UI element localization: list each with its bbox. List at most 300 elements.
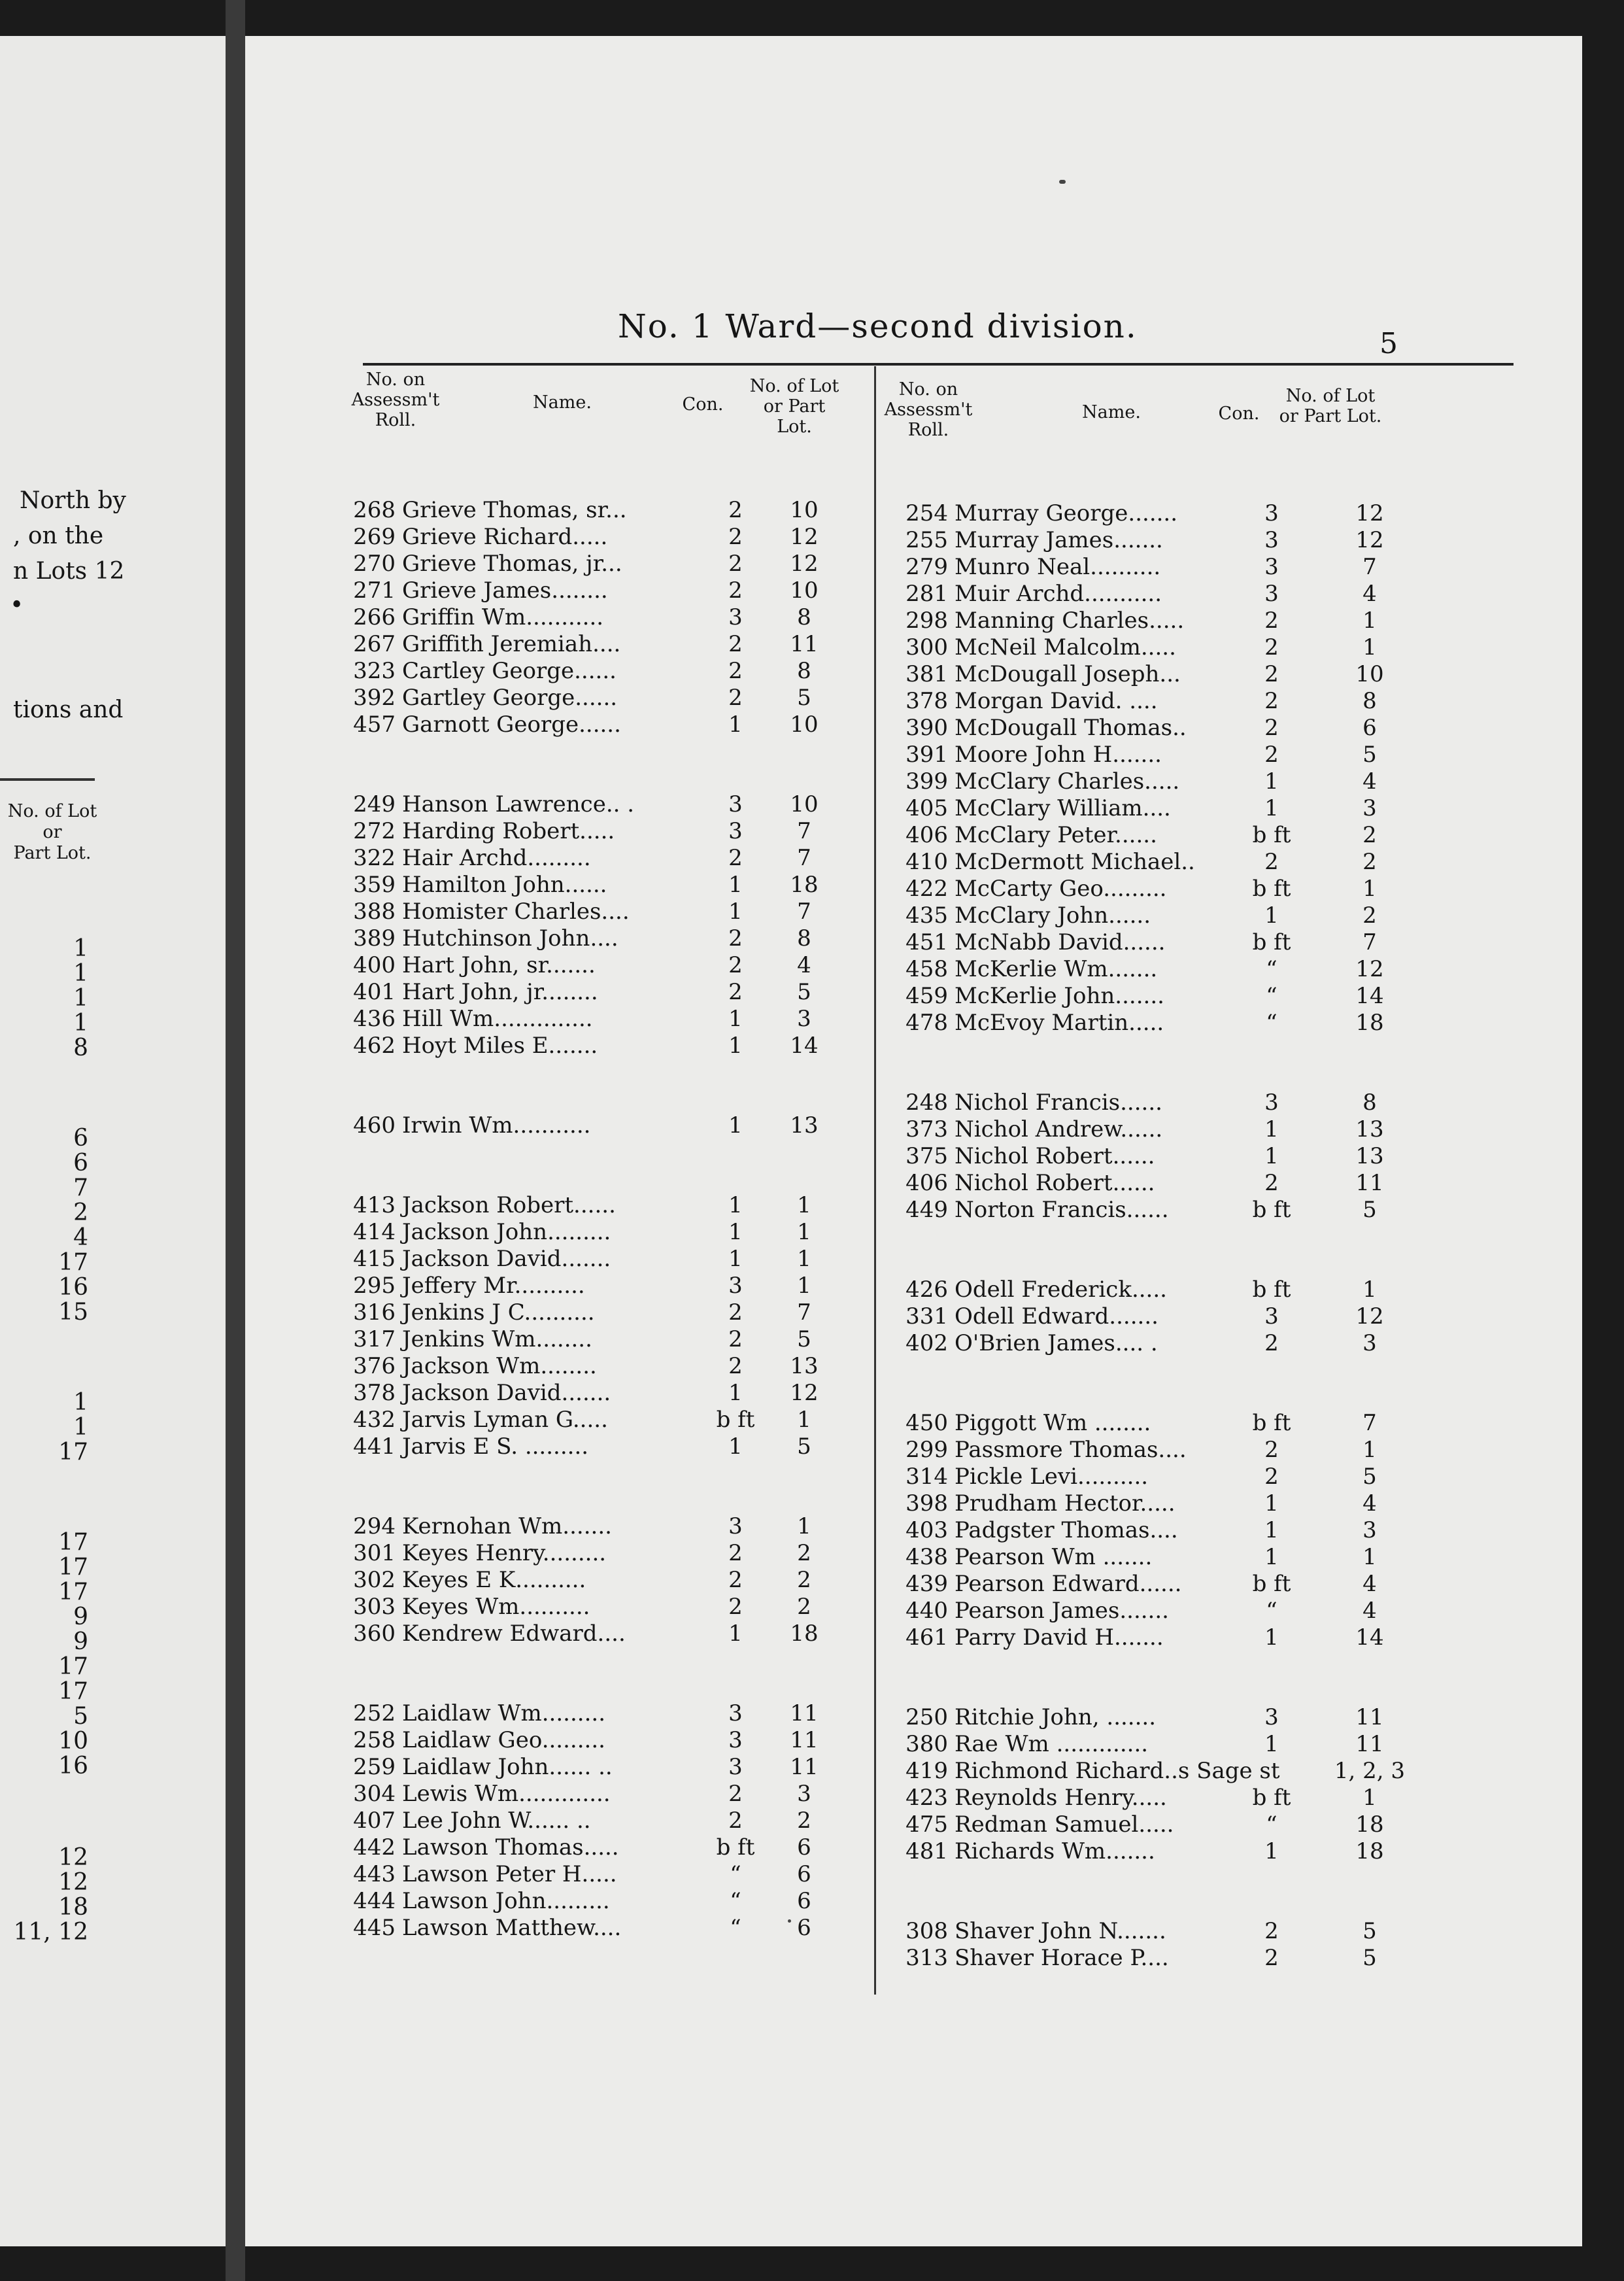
lot-number: 12 [1355, 1303, 1384, 1329]
entry-name: Lawson Matthew.... [402, 1915, 622, 1941]
roll-number: 381 [905, 661, 948, 687]
roll-entry [343, 1621, 866, 1647]
concession: 1 [1264, 1731, 1279, 1757]
lot-number: 6 [797, 1861, 811, 1887]
entry-name: McNeil Malcolm..... [955, 634, 1176, 660]
entry-name: Parry David H....... [955, 1624, 1164, 1651]
roll-number: 392 [353, 685, 396, 711]
roll-number: 270 [353, 551, 396, 577]
roll-number: 375 [905, 1143, 948, 1169]
lot-number: 1 [1362, 876, 1377, 902]
fragment-lot-value: 2 [73, 1199, 88, 1226]
roll-number: 406 [905, 1170, 948, 1196]
concession: 1 [728, 1192, 743, 1218]
roll-number: 398 [905, 1490, 948, 1517]
concession: 2 [728, 1808, 743, 1834]
entry-name: Laidlaw Geo......... [402, 1727, 605, 1753]
roll-number: 475 [905, 1811, 948, 1838]
roll-number: 322 [353, 845, 396, 871]
roll-number: 304 [353, 1781, 396, 1807]
entry-name: Odell Edward....... [955, 1303, 1159, 1329]
fragment-lot-value: 11, 12 [13, 1919, 88, 1946]
fragment-lot-value: 17 [58, 1439, 88, 1466]
entry-name: Nichol Francis...... [955, 1089, 1162, 1116]
roll-number: 255 [905, 527, 948, 553]
concession: 1 [728, 899, 743, 925]
concession: 3 [728, 1700, 743, 1726]
entry-name: Hair Archd......... [402, 845, 591, 871]
lot-number: 10 [790, 577, 819, 604]
concession: “ [1266, 983, 1277, 1009]
concession: 3 [728, 1513, 743, 1539]
roll-number: 281 [905, 581, 948, 607]
entry-name: McClary Charles..... [955, 768, 1180, 795]
lot-number: 1 [797, 1192, 811, 1218]
concession: 1 [728, 1380, 743, 1406]
concession: 2 [1264, 1330, 1279, 1356]
fragment-header-line: Part Lot. [13, 843, 92, 863]
roll-number: 267 [353, 631, 396, 657]
concession: 3 [1264, 554, 1279, 580]
roll-number: 295 [353, 1273, 396, 1299]
lot-number: 1 [797, 1407, 811, 1433]
concession: 3 [1264, 527, 1279, 553]
fragment-lot-value: 12 [58, 1869, 88, 1896]
lot-number: 7 [1362, 1410, 1377, 1436]
roll-number: 460 [353, 1112, 396, 1139]
concession: 2 [728, 845, 743, 871]
entry-name: McCarty Geo......... [955, 876, 1167, 902]
fragment-lot-value: 5 [73, 1703, 88, 1730]
fragment-lot-value: 17 [58, 1529, 88, 1556]
roll-entry [883, 876, 1536, 902]
entry-name: Richards Wm....... [955, 1838, 1155, 1864]
concession: 2 [728, 1540, 743, 1566]
page-number: 5 [1379, 327, 1398, 360]
concession: b ft [1252, 876, 1291, 902]
entry-name: O'Brien James.... . [955, 1330, 1158, 1356]
entry-name: Nichol Andrew...... [955, 1116, 1163, 1142]
concession: 1 [1264, 1544, 1279, 1570]
roll-entry [883, 554, 1536, 580]
concession: 3 [728, 1273, 743, 1299]
entry-name: Keyes E K.......... [402, 1567, 586, 1593]
entry-name: Shaver John N....... [955, 1918, 1166, 1944]
roll-number: 426 [905, 1277, 948, 1303]
fragment-lot-value: 12 [58, 1844, 88, 1871]
entry-name: Hart John, sr....... [402, 952, 596, 978]
fragment-lot-value: 17 [58, 1678, 88, 1705]
lot-number: 5 [797, 685, 811, 711]
lot-number: 11 [1355, 1704, 1384, 1730]
concession: 2 [728, 979, 743, 1005]
roll-entry [343, 551, 866, 577]
concession: 3 [728, 604, 743, 630]
roll-entry [343, 604, 866, 630]
entry-name: Jenkins Wm........ [402, 1326, 592, 1352]
entry-name: McDermott Michael.. [955, 849, 1195, 875]
lot-number: 12 [790, 524, 819, 550]
concession: “ [1266, 1811, 1277, 1838]
concession: 2 [728, 631, 743, 657]
roll-entry [343, 1915, 866, 1941]
roll-entry [343, 1246, 866, 1272]
roll-entry [343, 1513, 866, 1539]
concession: 1 [1264, 1490, 1279, 1517]
entry-name: Moore John H....... [955, 742, 1162, 768]
fragment-lot-value: 6 [73, 1125, 88, 1152]
roll-entry [883, 1544, 1536, 1570]
lot-number: 13 [1355, 1116, 1384, 1142]
roll-number: 279 [905, 554, 948, 580]
concession: 2 [728, 1353, 743, 1379]
lot-number: 12 [1355, 500, 1384, 526]
fragment-lot-value: 8 [73, 1035, 88, 1061]
entry-name: Hamilton John...... [402, 872, 607, 898]
roll-number: 443 [353, 1861, 396, 1887]
fragment-line-3: n Lots 12 [13, 558, 125, 585]
concession: “ [1266, 956, 1277, 982]
header-rule [363, 363, 1514, 366]
roll-entry [343, 872, 866, 898]
roll-number: 457 [353, 712, 396, 738]
roll-number: 259 [353, 1754, 396, 1780]
entry-name: Grieve Thomas, sr... [402, 497, 627, 523]
concession: 2 [1264, 634, 1279, 660]
entry-name: Morgan David. .... [955, 688, 1158, 714]
lot-number: 11 [1355, 1170, 1384, 1196]
concession: 2 [728, 551, 743, 577]
fragment-lot-value: 1 [73, 1414, 88, 1441]
roll-number: 268 [353, 497, 396, 523]
lot-number: 5 [797, 1433, 811, 1460]
concession: 2 [1264, 742, 1279, 768]
entry-name: Lee John W...... .. [402, 1808, 591, 1834]
concession: 2 [1264, 661, 1279, 687]
roll-number: 376 [353, 1353, 396, 1379]
lot-number: 5 [797, 1326, 811, 1352]
roll-number: 359 [353, 872, 396, 898]
roll-number: 444 [353, 1888, 396, 1914]
lot-number: 5 [797, 979, 811, 1005]
entry-name: McClary Peter...... [955, 822, 1157, 848]
roll-entry [343, 577, 866, 604]
entry-name: Jackson David....... [402, 1380, 611, 1406]
fragment-lot-value: 10 [58, 1728, 88, 1755]
lot-number: 3 [797, 1781, 811, 1807]
lot-number: 12 [1355, 527, 1384, 553]
concession: 2 [1264, 608, 1279, 634]
entry-name: Nichol Robert...... [955, 1143, 1155, 1169]
lot-number: 4 [797, 952, 811, 978]
left-header-name: Name. [533, 392, 592, 413]
roll-number: 323 [353, 658, 396, 684]
entry-name: Redman Samuel..... [955, 1811, 1174, 1838]
lot-number: 18 [1355, 1811, 1384, 1838]
roll-entry [343, 1380, 866, 1406]
lot-number: 13 [790, 1353, 819, 1379]
roll-entry [343, 1273, 866, 1299]
roll-entry [343, 1112, 866, 1139]
roll-number: 380 [905, 1731, 948, 1757]
roll-number: 413 [353, 1192, 396, 1218]
right-header-con: Con. [1218, 403, 1260, 424]
concession: 2 [728, 524, 743, 550]
roll-entry [343, 1433, 866, 1460]
lot-number: 2 [797, 1808, 811, 1834]
fragment-lot-value: 15 [58, 1299, 88, 1326]
concession: b ft [1252, 929, 1291, 955]
roll-number: 331 [905, 1303, 948, 1329]
roll-entry [343, 1540, 866, 1566]
roll-entry [883, 1010, 1536, 1036]
entry-name: Cartley George...... [402, 658, 617, 684]
fragment-lot-value: 4 [73, 1224, 88, 1251]
entry-name: Laidlaw Wm......... [402, 1700, 605, 1726]
roll-number: 415 [353, 1246, 396, 1272]
concession: 2 [1264, 1918, 1279, 1944]
concession: 1 [728, 872, 743, 898]
concession: b ft [1252, 1571, 1291, 1597]
roll-number: 300 [905, 634, 948, 660]
roll-entry [883, 795, 1536, 821]
entry-name: McKerlie Wm....... [955, 956, 1158, 982]
roll-entry [343, 1700, 866, 1726]
roll-number: 266 [353, 604, 396, 630]
lot-number: 5 [1362, 1464, 1377, 1490]
roll-entry [343, 899, 866, 925]
right-header-name: Name. [1082, 402, 1141, 422]
entry-name: Jackson David....... [402, 1246, 611, 1272]
concession: 1 [728, 1033, 743, 1059]
left-header-lot: No. of Lot or Part Lot. [749, 376, 839, 437]
roll-entry [883, 1116, 1536, 1142]
lot-number: 14 [1355, 983, 1384, 1009]
roll-number: 445 [353, 1915, 396, 1941]
entry-name: McDougall Joseph... [955, 661, 1181, 687]
concession: 2 [1264, 715, 1279, 741]
roll-entry [343, 791, 866, 817]
roll-entry [883, 983, 1536, 1009]
lot-number: 4 [1362, 1598, 1377, 1624]
entry-name: Kendrew Edward.... [402, 1621, 626, 1647]
entry-name: Shaver Horace P.... [955, 1945, 1169, 1971]
entry-name: McDougall Thomas.. [955, 715, 1187, 741]
lot-number: 18 [1355, 1838, 1384, 1864]
entry-name: Jenkins J C.......... [402, 1299, 595, 1326]
entry-name: Muir Archd........... [955, 581, 1162, 607]
lot-number: 2 [797, 1540, 811, 1566]
roll-number: 308 [905, 1918, 948, 1944]
print-speck [1059, 180, 1066, 184]
roll-entry [343, 1219, 866, 1245]
lot-number: 6 [797, 1834, 811, 1861]
concession: 3 [728, 818, 743, 844]
roll-number: 439 [905, 1571, 948, 1597]
concession: 2 [1264, 849, 1279, 875]
roll-number: 373 [905, 1116, 948, 1142]
concession: b ft [1252, 822, 1291, 848]
roll-number: 248 [905, 1089, 948, 1116]
concession: 1 [1264, 1116, 1279, 1142]
roll-entry [883, 608, 1536, 634]
roll-entry [883, 1330, 1536, 1356]
roll-number: 258 [353, 1727, 396, 1753]
fragment-column-header [0, 801, 105, 864]
roll-entry [883, 1437, 1536, 1463]
roll-entry [883, 1170, 1536, 1196]
concession: 2 [728, 952, 743, 978]
roll-entry [883, 929, 1536, 955]
fragment-lot-value: 9 [73, 1604, 88, 1630]
concession: 1 [728, 1006, 743, 1032]
lot-number: 2 [797, 1594, 811, 1620]
entry-name: Hoyt Miles E....... [402, 1033, 598, 1059]
entry-name: Lawson Peter H..... [402, 1861, 617, 1887]
entry-name: Hanson Lawrence.. . [402, 791, 635, 817]
roll-number: 407 [353, 1808, 396, 1834]
concession: 2 [728, 1594, 743, 1620]
roll-number: 316 [353, 1299, 396, 1326]
entry-name: Richmond Richard..s Sage st [955, 1758, 1280, 1784]
concession: 1 [1264, 1143, 1279, 1169]
lot-number: 13 [1355, 1143, 1384, 1169]
concession: 1 [728, 1219, 743, 1245]
concession: 2 [1264, 1464, 1279, 1490]
lot-number: 2 [1362, 822, 1377, 848]
lot-number: 10 [1355, 661, 1384, 687]
entry-name: Griffin Wm........... [402, 604, 604, 630]
concession: b ft [1252, 1197, 1291, 1223]
roll-entry [883, 768, 1536, 795]
lot-number: 4 [1362, 581, 1377, 607]
roll-entry [883, 1731, 1536, 1757]
roll-entry [883, 688, 1536, 714]
concession: “ [1266, 1598, 1277, 1624]
roll-number: 302 [353, 1567, 396, 1593]
lot-number: 1, 2, 3 [1334, 1758, 1406, 1784]
fragment-header-line: No. of Lot [7, 801, 97, 821]
fragment-line-2: , on the [13, 523, 104, 549]
lot-number: 14 [790, 1033, 819, 1059]
concession: 2 [1264, 688, 1279, 714]
lot-number: 10 [790, 712, 819, 738]
lot-number: 8 [1362, 688, 1377, 714]
lot-number: 11 [790, 631, 819, 657]
roll-number: 403 [905, 1517, 948, 1543]
roll-entry [343, 818, 866, 844]
entry-name: Harding Robert..... [402, 818, 615, 844]
concession: b ft [1252, 1785, 1291, 1811]
roll-number: 269 [353, 524, 396, 550]
entry-name: Piggott Wm ........ [955, 1410, 1151, 1436]
roll-entry [883, 661, 1536, 687]
concession: 1 [1264, 795, 1279, 821]
fragment-lot-value: 16 [58, 1274, 88, 1301]
concession: 3 [1264, 1303, 1279, 1329]
entry-name: Irwin Wm........... [402, 1112, 591, 1139]
lot-number: 4 [1362, 1490, 1377, 1517]
roll-entry [883, 956, 1536, 982]
entry-name: Jeffery Mr.......... [402, 1273, 585, 1299]
roll-number: 250 [905, 1704, 948, 1730]
roll-entry [883, 1143, 1536, 1169]
lot-number: 10 [790, 497, 819, 523]
roll-number: 405 [905, 795, 948, 821]
entry-name: Jarvis E S. ......... [402, 1433, 589, 1460]
roll-number: 388 [353, 899, 396, 925]
roll-number: 254 [905, 500, 948, 526]
roll-entry [883, 1089, 1536, 1116]
roll-entry [343, 1781, 866, 1807]
roll-entry [343, 524, 866, 550]
entry-name: Griffith Jeremiah.... [402, 631, 621, 657]
concession: 1 [728, 1112, 743, 1139]
concession: 2 [728, 1781, 743, 1807]
roll-number: 313 [905, 1945, 948, 1971]
roll-number: 272 [353, 818, 396, 844]
roll-number: 271 [353, 577, 396, 604]
roll-entry [343, 1407, 866, 1433]
roll-number: 249 [353, 791, 396, 817]
lot-number: 2 [797, 1567, 811, 1593]
lot-number: 13 [790, 1112, 819, 1139]
fragment-lot-value: 17 [58, 1579, 88, 1605]
roll-entry [343, 952, 866, 978]
lot-number: 3 [1362, 1330, 1377, 1356]
concession: 1 [728, 1246, 743, 1272]
roll-number: 303 [353, 1594, 396, 1620]
entry-name: Norton Francis...... [955, 1197, 1169, 1223]
concession: 2 [728, 925, 743, 952]
entry-name: Hutchinson John.... [402, 925, 618, 952]
roll-number: 317 [353, 1326, 396, 1352]
roll-number: 378 [905, 688, 948, 714]
concession: 2 [728, 1567, 743, 1593]
right-header-lot: No. of Lot or Part Lot. [1279, 386, 1382, 426]
lot-number: 5 [1362, 1918, 1377, 1944]
fragment-lot-value: 7 [73, 1175, 88, 1201]
roll-number: 360 [353, 1621, 396, 1647]
concession: “ [1266, 1010, 1277, 1036]
entry-name: Lewis Wm............. [402, 1781, 611, 1807]
entry-name: Manning Charles..... [955, 608, 1185, 634]
entry-name: Pearson Edward...... [955, 1571, 1182, 1597]
roll-entry [343, 685, 866, 711]
roll-number: 462 [353, 1033, 396, 1059]
roll-entry [343, 1192, 866, 1218]
roll-entry [883, 902, 1536, 929]
lot-number: 1 [797, 1219, 811, 1245]
lot-number: 11 [790, 1700, 819, 1726]
concession: 1 [728, 712, 743, 738]
fragment-line-5: tions and [13, 696, 124, 723]
roll-number: 402 [905, 1330, 948, 1356]
roll-entry [343, 1326, 866, 1352]
concession: 2 [728, 497, 743, 523]
lot-number: 14 [1355, 1624, 1384, 1651]
left-header-con: Con. [682, 394, 724, 415]
roll-entry [343, 979, 866, 1005]
roll-number: 461 [905, 1624, 948, 1651]
lot-number: 1 [1362, 1437, 1377, 1463]
fragment-lot-value: 1 [73, 960, 88, 987]
roll-number: 314 [905, 1464, 948, 1490]
entry-name: Prudham Hector..... [955, 1490, 1176, 1517]
lot-number: 11 [790, 1727, 819, 1753]
fragment-lot-value: 16 [58, 1753, 88, 1779]
lot-number: 1 [1362, 1277, 1377, 1303]
